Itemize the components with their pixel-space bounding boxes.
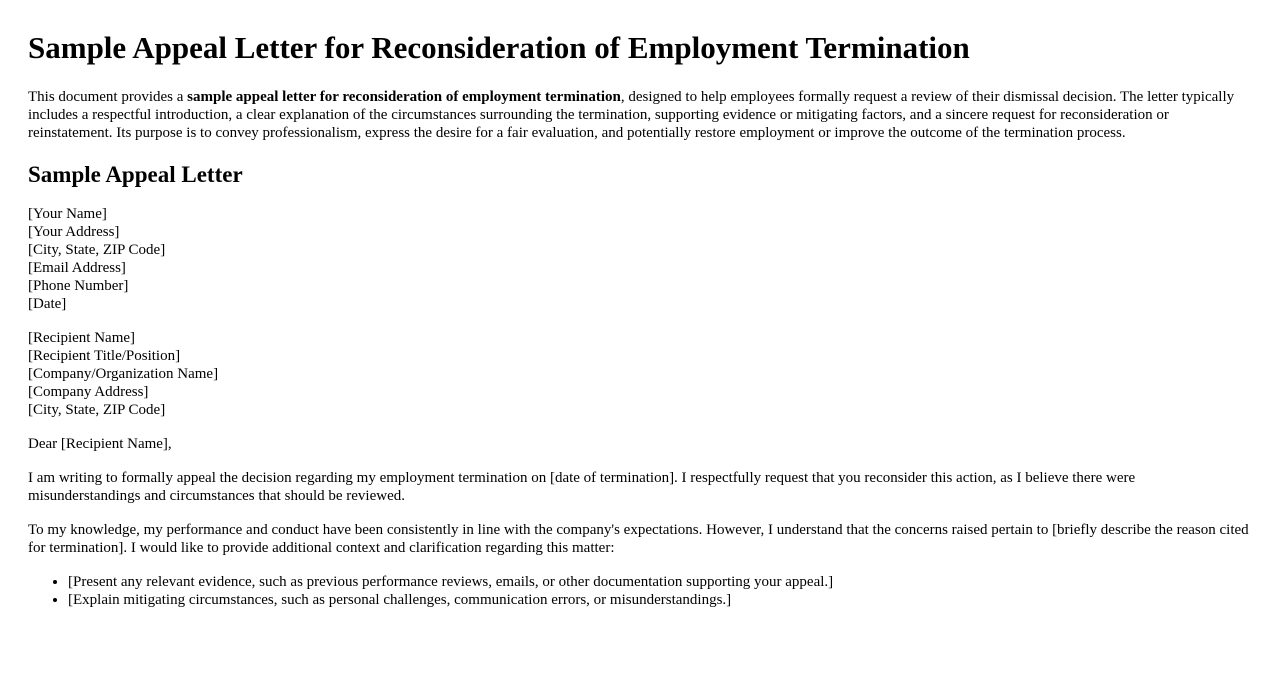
intro-text-start: This document provides a [28,89,188,105]
body-paragraph-1: I am writing to formally appeal the decision regarding my employment termination on [date of termination]. I respectfully request that you reconsider this action, as I believe there were misunderstandings and circumstances that should be reviewed. [28,470,1136,504]
sender-address: [Your Address] [28,224,120,240]
intro-bold-phrase: sample appeal letter for reconsideration of employment termination [187,89,621,105]
recipient-city-state-zip: [City, State, ZIP Code] [28,402,166,418]
sender-block [28,205,1250,313]
letter-date: [Date] [28,296,67,312]
recipient-company: [Company/Organization Name] [28,366,219,382]
sender-city-state-zip: [City, State, ZIP Code] [28,242,166,258]
supporting-points-list [28,573,1250,609]
sender-email: [Email Address] [28,260,126,276]
salutation: Dear [Recipient Name], [28,436,172,452]
sender-phone: [Phone Number] [28,278,129,294]
recipient-name: [Recipient Name] [28,330,136,346]
recipient-title: [Recipient Title/Position] [28,348,181,364]
page-title: Sample Appeal Letter for Reconsideration of Employment Termination [28,30,970,65]
document-page [0,30,1278,609]
list-item: • [Explain mitigating circumstances, such as personal challenges, communication errors, or misunderstandings.] [68,591,1250,609]
body-paragraph-2: To my knowledge, my performance and conduct have been consistently in line with the company's expectations. However, I understand that the concerns raised pertain to [briefly describe the reason cited for termination]. I would like to provide additional context and clarification regarding this matter: [28,522,1249,556]
sender-name: [Your Name] [28,206,107,222]
section-heading: Sample Appeal Letter [28,162,243,187]
intro-paragraph [28,88,1250,142]
intro-text-end: , designed to help employees formally request a review of their dismissal decision. The letter typically includes a respectful introduction, a clear explanation of the circumstances surrounding the termination, supporting evidence or mitigating factors, and a sincere request for reconsideration or reinstatement. Its purpose is to convey professionalism, express the desire for a fair evaluation, and potentially restore employment or improve the outcome of the termination process. [28,89,1235,141]
recipient-block [28,329,1250,419]
list-item: • [Present any relevant evidence, such as previous performance reviews, emails, or other documentation supporting your appeal.] [68,573,1250,591]
recipient-company-address: [Company Address] [28,384,149,400]
